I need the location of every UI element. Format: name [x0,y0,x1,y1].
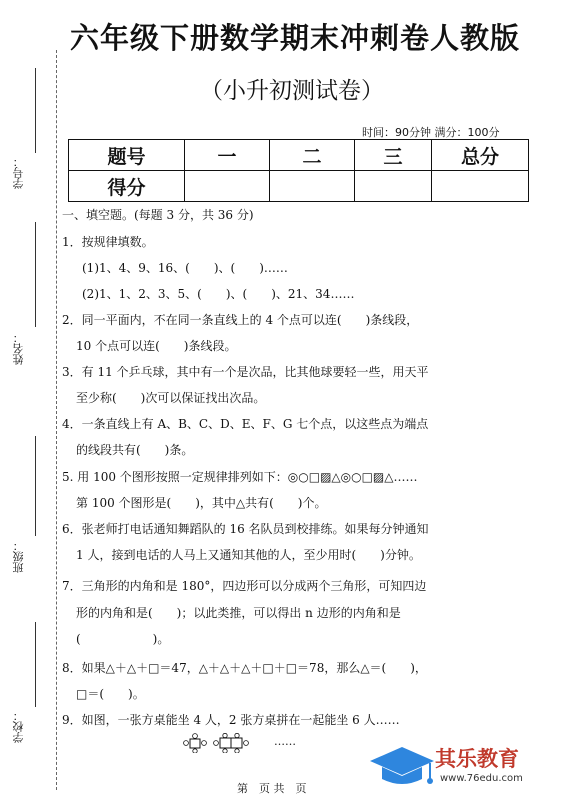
question-line: 3．有 11 个乒乓球，其中有一个是次品，比其他球要轻一些，用天平 [62,365,429,379]
score-table-header-row [69,140,529,171]
score-cell: 总分 [432,140,529,171]
question-line: 5. 用 100 个图形按照一定规律排列如下：◎○□▨△◎○□▨△…… [62,470,418,484]
school-line[interactable] [35,622,36,707]
question-line: ( )。 [76,632,170,646]
question-line: (1)1、4、9、16、( )、( )…… [82,261,288,275]
score-cell: 一 [185,140,270,171]
page-title: 六年级下册数学期末冲刺卷人教版 [70,21,521,55]
school-label: 学校： [12,710,25,743]
question-line: 1．按规律填数。 [62,235,154,249]
score-input-cell[interactable] [355,171,432,202]
diagram-ellipsis: …… [274,735,296,748]
class-label: 班级： [12,540,25,573]
question-line: 至少称( )次可以保证找出次品。 [76,391,266,405]
score-input-cell[interactable] [185,171,270,202]
question-line: 9．如图，一张方桌能坐 4 人，2 张方桌拼在一起能坐 6 人…… [62,713,400,727]
score-input-cell[interactable] [270,171,355,202]
question-line: 8．如果△＋△＋□＝47，△＋△＋△＋□＋□＝78，那么△＝( )， [62,661,427,675]
score-table-score-row [69,171,529,202]
score-cell: 二 [270,140,355,171]
question-line: □＝( )。 [76,687,145,701]
question-line: 10 个点可以连( )条线段。 [76,339,237,353]
score-cell: 得分 [69,171,185,202]
question-line: 第 100 个图形是( )，其中△共有( )个。 [76,496,327,510]
question-line: (2)1、1、2、3、5、( )、( )、21、34…… [82,287,355,301]
time-info: 时间：90分钟 满分：100分 [362,126,500,139]
question-line: 1 人，接到电话的人马上又通知其他的人，至少用时( )分钟。 [76,548,421,562]
question-line: 形的内角和是( )；以此类推，可以得出 n 边形的内角和是 [76,606,401,620]
binding-line [56,50,57,790]
student-id-line[interactable] [35,68,36,153]
page-subtitle: （小升初测试卷） [200,78,384,104]
page-footer: 第 页 共 页 [237,782,307,795]
watermark-brand: 其乐教育 [435,747,519,771]
student-id-label: 学号： [12,156,25,189]
score-input-cell[interactable] [432,171,529,202]
score-table [68,139,529,202]
name-line[interactable] [35,222,36,327]
question-line: 2．同一平面内，不在同一条直线上的 4 个点可以连( )条线段， [62,313,419,327]
name-label: 姓名： [12,332,25,365]
table-seating-diagram [183,733,273,753]
score-cell: 题号 [69,140,185,171]
question-line: 6．张老师打电话通知舞蹈队的 16 名队员到校排练。如果每分钟通知 [62,522,429,536]
score-cell: 三 [355,140,432,171]
question-line: 7．三角形的内角和是 180°，四边形可以分成两个三角形，可知四边 [62,579,427,593]
watermark-url: www.76edu.com [440,773,523,784]
graduation-cap-icon [368,745,436,791]
class-line[interactable] [35,436,36,536]
question-line: 的线段共有( )条。 [76,443,194,457]
question-line: 4．一条直线上有 A、B、C、D、E、F、G 七个点，以这些点为端点 [62,417,429,431]
section-heading: 一、填空题。(每题 3 分，共 36 分) [62,208,254,222]
